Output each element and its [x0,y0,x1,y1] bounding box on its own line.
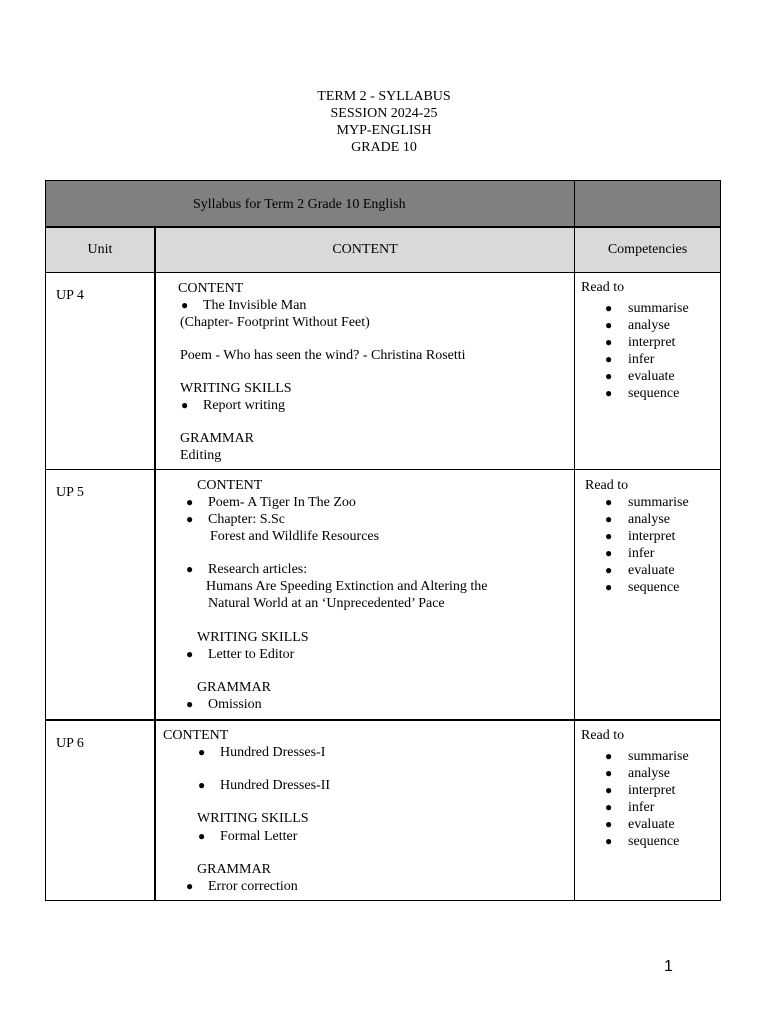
page-number: 1 [664,958,673,975]
table-title-row [46,181,720,228]
list-item: ● summarise [628,494,689,511]
list-item: ● summarise [628,748,689,765]
list-item-subtext: (Chapter- Footprint Without Feet) [180,315,370,330]
writing-skills-heading: WRITING SKILLS [197,630,309,645]
list-item: ● interpret [628,334,689,351]
content-heading: CONTENT [178,281,244,296]
list-item: ● Report writing [203,397,285,414]
list-item: ● Research articles: [208,561,307,578]
list-item: ● Formal Letter [220,828,297,845]
list-item: ● evaluate [628,816,689,833]
unit-label: UP 5 [56,485,84,500]
content-cell [156,721,575,900]
unit-label: UP 6 [56,736,84,751]
list-item: ● interpret [628,782,689,799]
competencies-cell [575,273,720,469]
list-item: ● Chapter: S.Sc [208,511,285,528]
list-item: ● evaluate [628,562,689,579]
list-item-subtext: Forest and Wildlife Resources [210,529,380,544]
list-item: ● sequence [628,579,689,596]
grammar-heading: GRAMMAR [197,680,271,695]
list-item: ● Omission [208,696,262,713]
content-heading: CONTENT [163,728,229,743]
poem-line: Poem - Who has seen the wind? - Christina Rosetti [180,348,466,363]
list-item: ● infer [628,799,689,816]
header-subject: MYP-ENGLISH [336,123,432,138]
competencies-label: Read to [581,728,625,743]
grammar-heading: GRAMMAR [180,431,254,446]
competencies-label: Read to [585,478,629,493]
competencies-list [628,494,689,596]
writing-skills-heading: WRITING SKILLS [180,381,292,396]
list-item: ● sequence [628,833,689,850]
competencies-cell [575,721,720,900]
list-item: ● Hundred Dresses-I [220,744,325,761]
column-header-row [46,228,720,273]
competencies-list [628,300,689,402]
list-item: ● interpret [628,528,689,545]
list-item-subtext: Humans Are Speeding Extinction and Altering the [206,579,488,594]
list-item: ● Letter to Editor [208,646,294,663]
column-header-content: CONTENT [332,242,398,257]
header-term: TERM 2 - SYLLABUS [317,89,451,104]
grammar-item: Editing [180,448,222,463]
content-cell [156,470,575,719]
column-header-unit: Unit [87,242,113,257]
list-item: ● analyse [628,317,689,334]
table-row [46,470,720,721]
header-grade: GRADE 10 [351,140,417,155]
content-heading: CONTENT [197,478,263,493]
list-item: ● sequence [628,385,689,402]
list-item: ● Poem- A Tiger In The Zoo [208,494,356,511]
list-item: ● Hundred Dresses-II [220,777,330,794]
list-item: ● analyse [628,511,689,528]
unit-label: UP 4 [56,288,84,303]
document-header [0,88,768,156]
column-header-competencies: Competencies [607,242,688,257]
syllabus-table [45,180,721,901]
list-item-subtext: Natural World at an ‘Unprecedented’ Pace [208,596,445,611]
competencies-list [628,748,689,850]
table-row [46,273,720,470]
table-row [46,721,720,900]
header-session: SESSION 2024-25 [330,106,438,121]
grammar-heading: GRAMMAR [197,862,271,877]
list-item: ● evaluate [628,368,689,385]
list-item: ● summarise [628,300,689,317]
table-title: Syllabus for Term 2 Grade 10 English [193,197,406,212]
competencies-label: Read to [581,280,625,295]
competencies-cell [575,470,720,719]
list-item: ● The Invisible Man [203,297,306,314]
content-cell [156,273,575,469]
writing-skills-heading: WRITING SKILLS [197,811,309,826]
list-item: ● infer [628,351,689,368]
list-item: ● analyse [628,765,689,782]
list-item: ● Error correction [208,878,298,895]
list-item: ● infer [628,545,689,562]
